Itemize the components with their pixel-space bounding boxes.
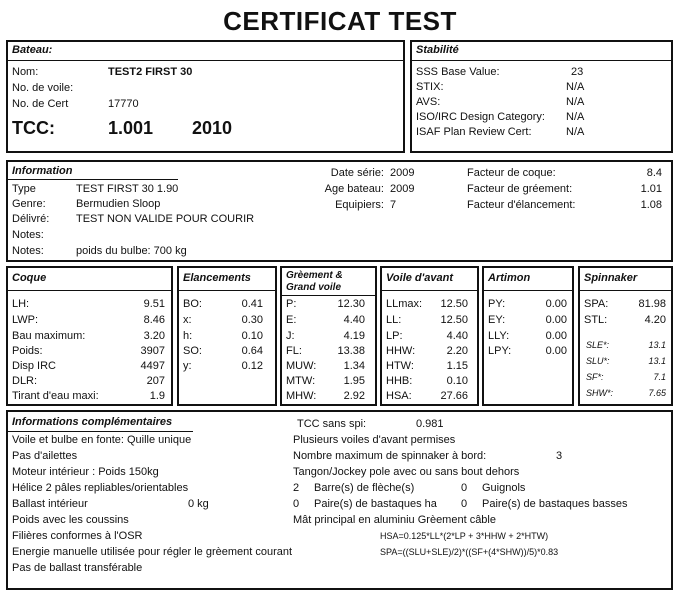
ballast-value: 0 kg <box>188 498 209 510</box>
information-heading: Information <box>12 165 73 177</box>
elan-label: y: <box>183 360 192 372</box>
date-serie-value: 2009 <box>390 167 415 179</box>
spinnaker-italic-value: 7.65 <box>648 388 666 398</box>
spinnaker-italic-value: 7.1 <box>653 372 666 382</box>
elan-value: 0.10 <box>241 330 263 342</box>
greement-label: MTW: <box>286 375 316 387</box>
elan-label: SO: <box>183 345 202 357</box>
cert-label: No. de Cert <box>12 98 69 110</box>
complement-line: Pas de ballast transférable <box>12 562 143 574</box>
type-value: TEST FIRST 30 1.90 <box>76 183 179 195</box>
complement-line: Hélice 2 pâles repliables/orientables <box>12 482 189 494</box>
voile-label: No. de voile: <box>12 82 74 94</box>
complement-line: Moteur intérieur : Poids 150kg <box>12 466 159 478</box>
formula-hsa: HSA=0.125*LL*(2*LP + 3*HHW + 2*HTW) <box>380 531 549 541</box>
greement-value: 4.40 <box>343 314 365 326</box>
delivre-value: TEST NON VALIDE POUR COURIR <box>76 213 255 225</box>
spinnaker-heading-rule <box>580 290 671 291</box>
artimon-value: 0.00 <box>545 314 567 326</box>
voile-avant-label: LP: <box>386 330 403 342</box>
coque-label: DLR: <box>12 375 38 387</box>
coque-label: Bau maximum: <box>12 330 86 342</box>
stab-value: N/A <box>566 126 585 138</box>
equipiers-value: 7 <box>390 199 397 211</box>
greement-heading: Grèement & <box>286 270 343 281</box>
coque-value: 207 <box>146 375 165 387</box>
tangon-line: Tangon/Jockey pole avec ou sans bout dehors <box>293 466 520 478</box>
bateau-heading: Bateau: <box>12 44 53 56</box>
paires-basses-label: Paire(s) de bastaques basses <box>482 498 628 510</box>
information-heading-rule <box>8 179 178 180</box>
facteur-label: Facteur d'élancement: <box>467 199 576 211</box>
stab-label: SSS Base Value: <box>416 66 500 78</box>
notes-label: Notes: <box>12 229 44 241</box>
equipiers-label: Equipiers: <box>335 199 384 211</box>
greement-label: FL: <box>286 345 302 357</box>
artimon-heading: Artimon <box>488 272 531 284</box>
facteur-value: 8.4 <box>646 167 662 179</box>
genre-label: Genre: <box>12 198 46 210</box>
guignols-label: Guignols <box>482 482 526 494</box>
facteur-value: 1.08 <box>640 199 662 211</box>
coque-value: 3.20 <box>143 330 165 342</box>
delivre-label: Délivré: <box>12 213 50 225</box>
stab-label: ISAF Plan Review Cert: <box>416 126 532 138</box>
facteur-value: 1.01 <box>640 183 662 195</box>
artimon-value: 0.00 <box>545 330 567 342</box>
voile-avant-label: LLmax: <box>386 298 423 310</box>
stab-value: N/A <box>566 111 585 123</box>
tcc-sans-spi-value: 0.981 <box>416 418 444 430</box>
coque-label: LWP: <box>12 314 39 326</box>
stab-value: N/A <box>566 96 585 108</box>
spinnaker-italic-value: 13.1 <box>648 340 666 350</box>
plusieurs-voiles: Plusieurs voiles d'avant permises <box>293 434 456 446</box>
stab-label: AVS: <box>416 96 441 108</box>
facteur-label: Facteur de gréement: <box>467 183 573 195</box>
complement-line: Voile et bulbe en fonte: Quille unique <box>12 434 192 446</box>
greement-label: MHW: <box>286 390 317 402</box>
spinnaker-italic-label: SLU*: <box>586 356 610 366</box>
greement-value: 12.30 <box>337 298 365 310</box>
artimon-label: LPY: <box>488 345 512 357</box>
cert-value: 17770 <box>108 98 139 110</box>
complement-line: Energie manuelle utilisée pour régler le grèement courant <box>12 546 293 558</box>
facteur-label: Facteur de coque: <box>467 167 556 179</box>
complement-line: Filières conformes à l'OSR <box>12 530 143 542</box>
stabilite-heading: Stabilité <box>416 44 459 56</box>
page-title: CERTIFICAT TEST <box>223 6 457 36</box>
age-value: 2009 <box>390 183 415 195</box>
artimon-label: LLY: <box>488 330 510 342</box>
nombre-spinnaker-label: Nombre maximum de spinnaker à bord: <box>293 450 487 462</box>
spinnaker-heading: Spinnaker <box>584 272 638 284</box>
coque-label: Poids: <box>12 345 43 357</box>
elan-label: x: <box>183 314 192 326</box>
coque-value: 4497 <box>140 360 165 372</box>
elan-value: 0.41 <box>241 298 263 310</box>
formula-spa: SPA=((SLU+SLE)/2)*((SF+(4*SHW))/5)*0.83 <box>380 547 559 557</box>
spinnaker-panel <box>578 266 673 406</box>
tcc-year: 2010 <box>192 118 233 138</box>
coque-label: LH: <box>12 298 30 310</box>
voile-avant-value: 0.10 <box>446 375 468 387</box>
nom-label: Nom: <box>12 66 39 78</box>
coque-value: 3907 <box>140 345 165 357</box>
voile-avant-value: 4.40 <box>446 330 468 342</box>
guignols-count: 0 <box>461 482 468 494</box>
barres-label: Barre(s) de flèche(s) <box>314 482 415 494</box>
tcc-label: TCC: <box>12 118 55 138</box>
elan-value: 0.12 <box>241 360 263 372</box>
voile-avant-value: 1.15 <box>446 360 468 372</box>
coque-heading: Coque <box>12 272 47 284</box>
spinnaker-value: 81.98 <box>638 298 666 310</box>
nom-value: TEST2 FIRST 30 <box>108 66 193 78</box>
mat-line: Mât principal en aluminiu Grèement câble <box>293 514 496 526</box>
coque-value: 8.46 <box>143 314 165 326</box>
complement-line: Ballast intérieur <box>12 498 88 510</box>
voile-avant-value: 2.20 <box>446 345 468 357</box>
paires-ha-label: Paire(s) de bastaques ha <box>314 498 437 510</box>
greement-value: 4.19 <box>343 330 365 342</box>
complement-line: Poids avec les coussins <box>12 514 129 526</box>
stab-label: ISO/IRC Design Category: <box>416 111 545 123</box>
greement-label: MUW: <box>286 360 317 372</box>
age-label: Age bateau: <box>324 183 384 195</box>
paires-basses-count: 0 <box>461 498 468 510</box>
date-serie-label: Date série: <box>330 167 384 179</box>
greement-value: 13.38 <box>337 345 365 357</box>
stabilite-heading-rule <box>412 60 671 61</box>
notes-label: Notes: <box>12 245 44 257</box>
complement-line: Pas d'ailettes <box>12 450 78 462</box>
stab-label: STIX: <box>416 81 444 93</box>
coque-label: Disp IRC <box>12 360 57 372</box>
artimon-heading-rule <box>484 290 572 291</box>
greement-label: P: <box>286 298 297 310</box>
greement-value: 1.95 <box>343 375 365 387</box>
voile-avant-label: HTW: <box>386 360 414 372</box>
stab-value: N/A <box>566 81 585 93</box>
greement-label: E: <box>286 314 297 326</box>
elan-value: 0.64 <box>241 345 263 357</box>
stab-value: 23 <box>571 66 584 78</box>
elan-label: h: <box>183 330 193 342</box>
greement-heading: Grand voile <box>286 282 342 293</box>
greement-value: 2.92 <box>343 390 365 402</box>
artimon-value: 0.00 <box>545 345 567 357</box>
elan-label: BO: <box>183 298 202 310</box>
greement-heading-rule <box>282 295 375 296</box>
voile-avant-heading: Voile d'avant <box>386 272 454 284</box>
spinnaker-italic-label: SLE*: <box>586 340 610 350</box>
spinnaker-italic-value: 13.1 <box>648 356 666 366</box>
artimon-label: PY: <box>488 298 506 310</box>
bateau-heading-rule <box>8 60 403 61</box>
spinnaker-label: SPA: <box>584 298 609 310</box>
spinnaker-italic-label: SHW*: <box>586 388 613 398</box>
complementaires-heading-rule <box>8 431 193 432</box>
paires-ha-count: 0 <box>293 498 300 510</box>
voile-avant-label: HSA: <box>386 390 412 402</box>
voile-avant-value: 12.50 <box>440 314 468 326</box>
voile-avant-label: LL: <box>386 314 402 326</box>
voile-avant-value: 12.50 <box>440 298 468 310</box>
coque-value: 1.9 <box>149 390 165 402</box>
voile-avant-value: 27.66 <box>440 390 468 402</box>
voile-avant-label: HHB: <box>386 375 413 387</box>
spinnaker-italic-label: SF*: <box>586 372 604 382</box>
type-label: Type <box>12 183 36 195</box>
elancements-heading: Elancements <box>183 272 251 284</box>
coque-value: 9.51 <box>143 298 165 310</box>
voile-avant-label: HHW: <box>386 345 416 357</box>
greement-value: 1.34 <box>343 360 365 372</box>
artimon-label: EY: <box>488 314 506 326</box>
genre-value: Bermudien Sloop <box>76 198 161 210</box>
notes-value: poids du bulbe: 700 kg <box>76 245 187 257</box>
voile-avant-heading-rule <box>382 290 477 291</box>
spinnaker-value: 4.20 <box>644 314 666 326</box>
elan-value: 0.30 <box>241 314 263 326</box>
nombre-spinnaker-value: 3 <box>556 450 563 462</box>
coque-label: Tirant d'eau maxi: <box>12 390 99 402</box>
elancements-heading-rule <box>179 290 275 291</box>
artimon-value: 0.00 <box>545 298 567 310</box>
spinnaker-label: STL: <box>584 314 608 326</box>
tcc-sans-spi-label: TCC sans spi: <box>297 418 367 430</box>
coque-heading-rule <box>8 290 171 291</box>
tcc-value: 1.001 <box>108 118 154 138</box>
complementaires-heading: Informations complémentaires <box>12 416 173 428</box>
greement-label: J: <box>286 330 295 342</box>
barres-count: 2 <box>293 482 300 494</box>
